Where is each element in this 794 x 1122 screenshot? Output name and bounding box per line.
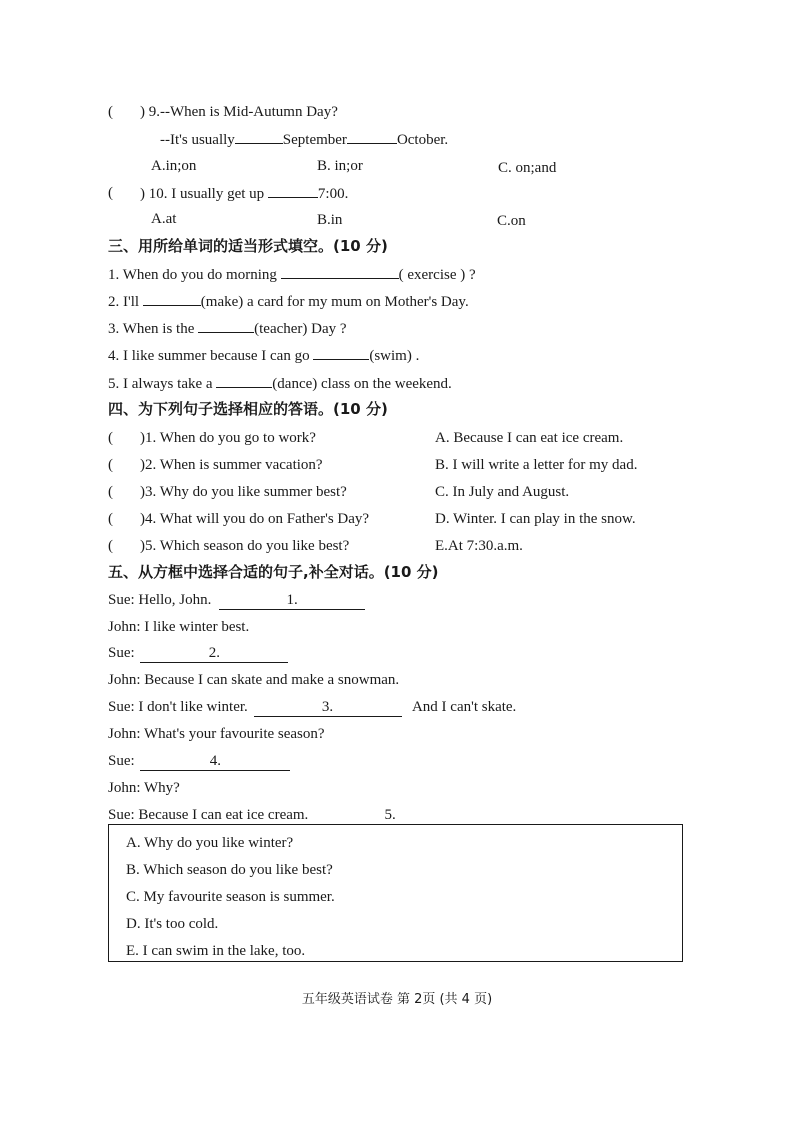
answer-paren-open: (: [108, 185, 113, 201]
q10-option-a: A.at: [151, 211, 177, 227]
blank-number: 1.: [286, 592, 298, 608]
fill-blank[interactable]: [216, 373, 272, 388]
dialogue-blank-1[interactable]: [219, 591, 365, 610]
answer-paren[interactable]: (: [108, 484, 113, 500]
options-box: [108, 824, 683, 962]
section-4-answer-e: E.At 7:30.a.m.: [435, 538, 523, 554]
item-hint: (make) a card for my mum on Mother's Day.: [200, 294, 469, 310]
section-3-item-2: [108, 291, 469, 312]
section-5-heading: 五、从方框中选择合适的句子,补全对话。(10 分): [108, 563, 439, 581]
section-4-question-5: )5. Which season do you like best?: [140, 538, 350, 554]
q9-text-c: October.: [396, 132, 449, 148]
item-text: 1. When do you do morning: [108, 267, 277, 283]
blank-number: 3.: [321, 699, 334, 715]
blank-number: 2.: [208, 645, 221, 661]
section-3-item-3: [108, 318, 347, 339]
fill-blank[interactable]: [313, 345, 369, 360]
section-3-item-4: [108, 345, 419, 366]
q10-blank[interactable]: [268, 183, 318, 198]
dialogue-blank-4[interactable]: [140, 752, 290, 771]
q9-blank-1[interactable]: [235, 129, 283, 144]
answer-paren[interactable]: (: [108, 457, 113, 473]
fill-blank[interactable]: [281, 264, 399, 279]
q10-text-b: 7:00.: [317, 186, 349, 202]
dialogue-blank-2[interactable]: [140, 644, 288, 663]
q10-text-a: 10. I usually get up: [148, 186, 265, 202]
q9-answer-line: [160, 129, 448, 150]
dialogue-text: And I can't skate.: [411, 699, 517, 715]
dialogue-text: Sue: I don't like winter.: [108, 699, 248, 715]
dialogue-line-2: John: I like winter best.: [108, 619, 250, 635]
dialogue-text: Sue: Because I can eat ice cream.: [108, 807, 309, 823]
item-hint: (teacher) Day ?: [254, 321, 347, 337]
section-4-question-2: )2. When is summer vacation?: [140, 457, 323, 473]
item-hint: ( exercise ) ?: [398, 267, 476, 283]
item-text: 2. I'll: [108, 294, 140, 310]
section-4-question-1: )1. When do you go to work?: [140, 430, 316, 446]
dialogue-blank-5[interactable]: [316, 806, 464, 825]
dialogue-line-1: [108, 590, 365, 610]
q10-option-c: C.on: [497, 213, 526, 229]
dialogue-line-9: [108, 805, 464, 825]
option-d: D. It's too cold.: [126, 916, 219, 932]
dialogue-text: Sue: Hello, John.: [108, 592, 212, 608]
option-b: B. Which season do you like best?: [126, 862, 333, 878]
dialogue-line-5: [108, 697, 516, 717]
answer-paren[interactable]: (: [108, 538, 113, 554]
option-a: A. Why do you like winter?: [126, 835, 294, 851]
q10-stem: [140, 183, 348, 204]
answer-paren[interactable]: (: [108, 430, 113, 446]
dialogue-text: Sue:: [108, 753, 135, 769]
item-hint: (dance) class on the weekend.: [272, 376, 452, 392]
dialogue-line-6: John: What's your favourite season?: [108, 726, 325, 742]
item-text: 4. I like summer because I can go: [108, 348, 310, 364]
answer-paren-close: ): [140, 104, 145, 120]
q9-blank-2[interactable]: [347, 129, 397, 144]
section-4-question-4: )4. What will you do on Father's Day?: [140, 511, 370, 527]
fill-blank[interactable]: [143, 291, 201, 306]
item-text: 3. When is the: [108, 321, 195, 337]
section-4-question-3: )3. Why do you like summer best?: [140, 484, 347, 500]
item-text: 5. I always take a: [108, 376, 213, 392]
q9-text-a: --It's usually: [160, 132, 235, 148]
q10-option-b: B.in: [317, 212, 343, 228]
dialogue-blank-3[interactable]: [254, 698, 402, 717]
dialogue-line-7: [108, 751, 290, 771]
dialogue-line-8: John: Why?: [108, 780, 180, 796]
section-4-answer-a: A. Because I can eat ice cream.: [435, 430, 624, 446]
section-4-answer-d: D. Winter. I can play in the snow.: [435, 511, 636, 527]
q9-option-c: C. on;and: [498, 160, 557, 176]
q9-option-a: A.in;on: [151, 158, 197, 174]
answer-paren[interactable]: (: [108, 511, 113, 527]
section-4-heading: 四、为下列句子选择相应的答语。(10 分): [108, 400, 388, 418]
blank-number: 5.: [384, 807, 396, 823]
page-footer: 五年级英语试卷 第 2页 (共 4 页): [301, 992, 493, 1007]
section-3-heading: 三、用所给单词的适当形式填空。(10 分): [108, 237, 388, 255]
dialogue-line-4: John: Because I can skate and make a snowman.: [108, 672, 400, 688]
blank-number: 4.: [209, 753, 222, 769]
dialogue-line-3: [108, 643, 288, 663]
dialogue-text: Sue:: [108, 645, 135, 661]
option-c: C. My favourite season is summer.: [126, 889, 335, 905]
option-e: E. I can swim in the lake, too.: [126, 943, 306, 959]
answer-paren-open: (: [108, 104, 113, 120]
section-3-item-1: [108, 264, 476, 285]
q9-option-b: B. in;or: [317, 158, 363, 174]
section-4-answer-b: B. I will write a letter for my dad.: [435, 457, 638, 473]
q9-stem: [140, 102, 338, 122]
item-hint: (swim) .: [369, 348, 420, 364]
section-3-item-5: [108, 373, 452, 394]
fill-blank[interactable]: [198, 318, 254, 333]
answer-paren-close: ): [140, 186, 145, 202]
section-4-answer-c: C. In July and August.: [435, 484, 570, 500]
q9-text-b: September: [282, 132, 347, 148]
q9-stem-text: 9.--When is Mid-Autumn Day?: [148, 104, 338, 120]
